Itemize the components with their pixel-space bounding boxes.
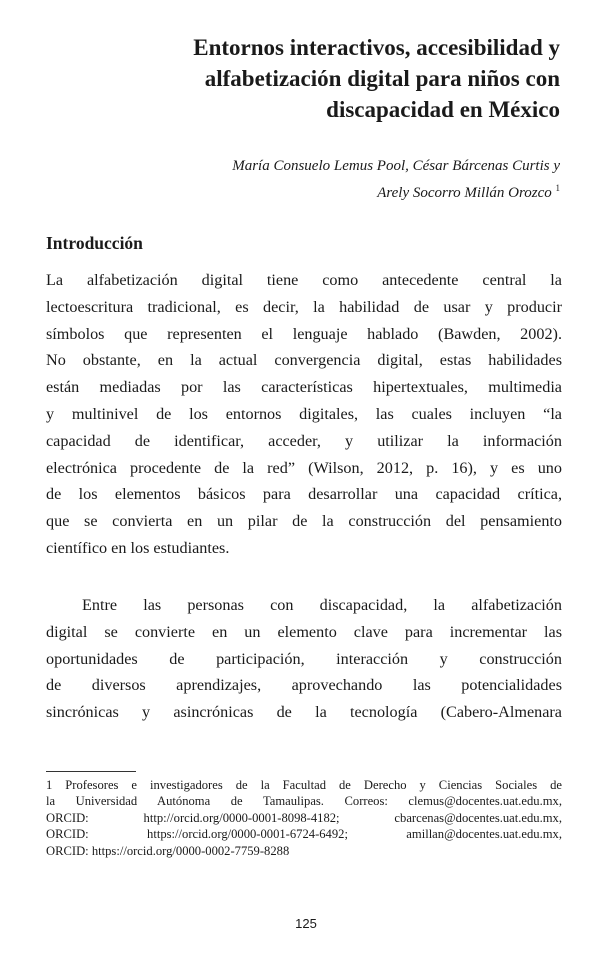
text-line: están mediadas por las características hipertextuales, multimedia — [46, 378, 562, 397]
author-line-2 — [90, 180, 560, 207]
text-line: La alfabetización digital tiene como antecedente central la — [46, 271, 562, 289]
page-number: 125 — [295, 916, 317, 931]
chapter-title-line: alfabetización digital para niños con — [204, 66, 560, 91]
footnote-separator — [46, 771, 136, 772]
footnote-line: 1 Profesores e investigadores de la Facultad de Derecho y Ciencias Sociales de — [46, 778, 562, 792]
paragraph-1 — [46, 267, 562, 562]
text-line: que se convierta en un pilar de la construcción del pensamiento — [46, 512, 562, 531]
footnote-line: ORCID: http://orcid.org/0000-0001-8098-4182; cbarcenas@docentes.uat.edu.mx, — [46, 810, 562, 825]
paragraph-2 — [46, 592, 562, 726]
text-line: No obstante, en la actual convergencia digital, estas habilidades — [46, 351, 562, 370]
chapter-title-line: discapacidad en México — [326, 97, 560, 122]
text-line: oportunidades de participación, interacción y construcción — [46, 649, 562, 668]
footnote — [46, 777, 562, 859]
text-line: y multinivel de los entornos digitales, las cuales incluyen “la — [46, 404, 562, 423]
footnote-line: la Universidad Autónoma de Tamaulipas. Correos: clemus@docentes.uat.edu.mx, — [46, 794, 562, 809]
text-line: lectoescritura tradicional, es decir, la habilidad de usar y producir — [46, 297, 562, 316]
text-line: de diversos aprendizajes, aprovechando las potencialidades — [46, 676, 562, 695]
footnote-line: ORCID: https://orcid.org/0000-0002-7759-8288 — [46, 843, 290, 858]
text-line: de los elementos básicos para desarrollar una capacidad crítica, — [46, 485, 562, 504]
footnote-marker[interactable]: 1 — [555, 183, 560, 193]
text-line: digital se convierte en un elemento clave para incrementar las — [46, 622, 562, 641]
text-line: científico en los estudiantes. — [46, 538, 230, 557]
footnote-line: ORCID: https://orcid.org/0000-0001-6724-6492; amillan@docentes.uat.edu.mx, — [46, 827, 562, 842]
text-line: Entre las personas con discapacidad, la alfabetización — [82, 596, 562, 614]
text-line: capacidad de identificar, acceder, y utilizar la información — [46, 431, 562, 450]
chapter-title — [90, 32, 560, 125]
text-line: electrónica procedente de la red” (Wilson, 2012, p. 16), y es uno — [46, 458, 562, 477]
text-line: símbolos que representen el lenguaje hablado (Bawden, 2002). — [46, 324, 562, 343]
text-line: sincrónicas y asincrónicas de la tecnología (Cabero-Almenara — [46, 703, 562, 722]
section-heading: Introducción — [46, 233, 143, 253]
author-list — [90, 153, 560, 207]
author-line-1: María Consuelo Lemus Pool, César Bárcenas Curtis y — [232, 158, 560, 174]
chapter-title-line: Entornos interactivos, accesibilidad y — [193, 35, 560, 60]
author-names: Arely Socorro Millán Orozco — [377, 185, 552, 201]
